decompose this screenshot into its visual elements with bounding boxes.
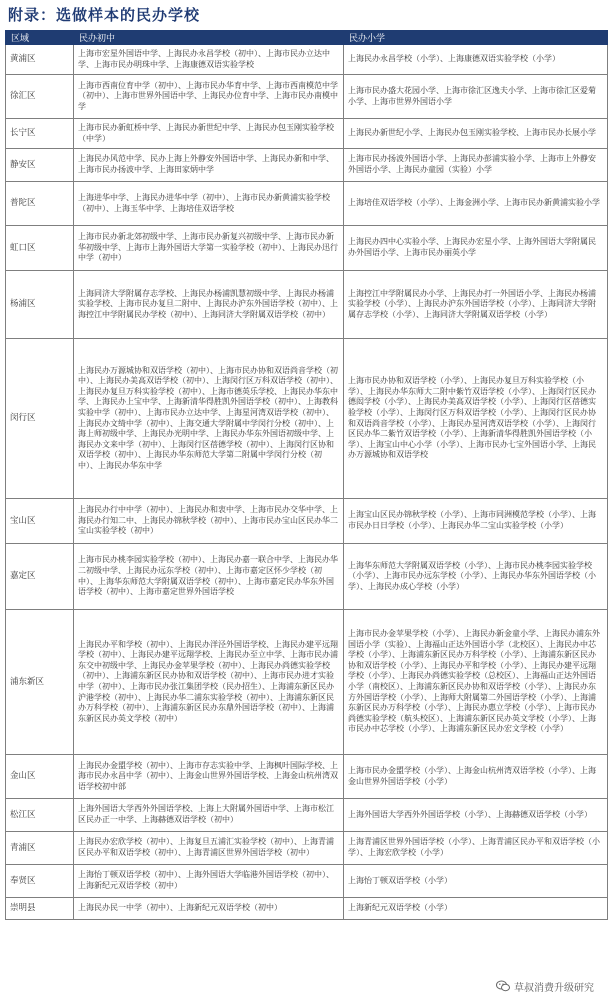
district-cell: 静安区 — [6, 149, 74, 182]
middle-schools-cell: 上海进华中学、上海民办进华中学（初中）、上海市民办新黄浦实验学校（初中）、上海玉华中学、上海培佳双语学校 — [74, 182, 344, 226]
table-row — [6, 799, 608, 832]
middle-schools-cell: 上海民办民一中学（初中）、上海新纪元双语学校（初中） — [74, 898, 344, 920]
table-row — [6, 610, 608, 755]
school-table — [5, 30, 608, 920]
table-header-row — [6, 31, 608, 45]
primary-schools-cell: 上海民办永昌学校（小学）、上海康德双语实验学校（小学） — [344, 45, 608, 75]
table-row — [6, 271, 608, 339]
middle-schools-cell: 上海外国语大学西外外国语学校、上海上大附属外国语中学、上海市松江区民办正一中学、上海赫德双语学校（初中） — [74, 799, 344, 832]
middle-schools-cell: 上海民办平和学校（初中）、上海民办洋泾外国语学校、上海民办建平远翔学校（初中）、上海民办建平远翔学校、上海民办至立中学、上海市民办浦东交中初级中学、上海民办金苹果学校（初中）、上海民办尚德实验学校（初中）、上海浦东新区民办协和双语学校（初中）、上海市民办进才实验中学（初中）、上海市民办张江集团学校（民办招生）、上海浦东新区民办沪港学校（初中）、上海民办华二浦东实验学校（初中）、上海浦东新区民办万科学校（初中）、上海浦东新区民办东鼎外国语学校（初中）、上海浦东新区民办英文学校（初中） — [74, 610, 344, 755]
table-row — [6, 865, 608, 898]
primary-schools-cell: 上海培佳双语学校（小学）、上海金洲小学、上海市民办新黄浦实验小学 — [344, 182, 608, 226]
table-row — [6, 75, 608, 119]
table-row — [6, 226, 608, 271]
primary-schools-cell: 上海市民办金苹果学校（小学）、上海民办新金童小学、上海民办浦东外国语小学（实验）、上海福山正达外国语小学（北校区）、上海民办中芯学校（小学）、上海浦东新区民办万科学校（小学）、上海浦东新区民办协和双语学校（小学）、上海民办平和学校（小学）、上海民办建平远翔学校（小学）、上海民办尚德实验学校（总校区）、上海福山正达外国语小学（南校区）、上海浦东新区民办协和双语学校（小学）、上海民办东方外国语学校（小学）、上海师大附属第二外国语学校（小学）、上海浦东新区民办万科学校（小学）、上海民办惠立学校（小学）、上海市民办尚德实验学校（航头校区）、上海浦东新区民办英文学校（小学）、上海市民办中芯学校（小学）、上海浦东新区民办宏文学校（小学） — [344, 610, 608, 755]
table-row — [6, 544, 608, 610]
district-cell: 松江区 — [6, 799, 74, 832]
middle-schools-cell: 上海民办行中中学（初中）、上海民办和衷中学、上海市民办交华中学、上海民办行知二中、上海民办锦秋学校（初中）、上海市民办宝山区民办华二宝山实验学校（初中） — [74, 499, 344, 544]
header-district: 区域 — [6, 31, 74, 45]
middle-schools-cell: 上海民办风范中学、民办上海上外静安外国语中学、上海民办新和中学、上海市民办扬波中学、上海田家炳中学 — [74, 149, 344, 182]
table-row — [6, 339, 608, 499]
district-cell: 普陀区 — [6, 182, 74, 226]
district-cell: 青浦区 — [6, 832, 74, 865]
primary-schools-cell: 上海新纪元双语学校（小学） — [344, 898, 608, 920]
watermark — [496, 978, 594, 994]
middle-schools-cell: 上海同济大学附属存志学校、上海民办杨浦凯慧初级中学、上海民办杨浦实验学校、上海市民办复旦二附中、上海民办沪东外国语学校（初中）、上海控江中学附属民办学校（初中）、上海同济大学附属双语学校（初中） — [74, 271, 344, 339]
district-cell: 虹口区 — [6, 226, 74, 271]
watermark-text: 草叔消费升级研究 — [514, 982, 594, 994]
district-cell: 奉贤区 — [6, 865, 74, 898]
primary-schools-cell: 上海外国语大学西外外国语学校（小学）、上海赫德双语学校（小学） — [344, 799, 608, 832]
table-row — [6, 182, 608, 226]
primary-schools-cell: 上海民办新世纪小学、上海民办包玉刚实验学校、上海市民办长展小学 — [344, 119, 608, 149]
table-row — [6, 45, 608, 75]
middle-schools-cell: 上海市西南位育中学（初中）、上海市民办华育中学、上海市西南模范中学（初中）、上海市世界外国语中学、上海民办位育中学、上海市民办南模中学 — [74, 75, 344, 119]
table-row — [6, 119, 608, 149]
primary-schools-cell: 上海怡丁顿双语学校（小学） — [344, 865, 608, 898]
primary-schools-cell: 上海市民办协和双语学校（小学）、上海民办复旦万科实验学校（小学）、上海民办华东师大二附中紫竹双语学校（小学）、上海闵行区民办德闳学校（小学）、上海民办美高双语学校（小学）、上海闵行区蓓德实验学校（小学）、上海闵行区万科双语学校（小学）、上海闵行区民办协和双语尚音学校（小学）、上海民办星河湾双语学校（小学）、上海闵行区民办华二紫竹双语学校（小学）、上海新清华得胜凯外国语学校（小学）、上海宝山中心小学（小学）、上海市民办七宝外国语小学、上海民办万源城协和双语学校 — [344, 339, 608, 499]
district-cell: 崇明县 — [6, 898, 74, 920]
primary-schools-cell: 上海民办四中心实验小学、上海民办宏星小学、上海外国语大学附属民办外国语小学、上海市民办丽英小学 — [344, 226, 608, 271]
middle-schools-cell: 上海市民办桃李园实验学校（初中）、上海民办嘉一联合中学、上海民办华二初级中学、上海民办远东学校（初中）、上海市嘉定区怀少学校（初中）、上海华东师范大学附属双语学校（初中）、上海市嘉定民办华东外国语学校（初中）、上海市嘉定世界外国语学校 — [74, 544, 344, 610]
wechat-icon — [496, 980, 510, 992]
table-row — [6, 149, 608, 182]
district-cell: 金山区 — [6, 755, 74, 799]
primary-schools-cell: 上海控江中学附属民办小学、上海民办打一外国语小学、上海民办杨浦实验学校（小学）、上海民办沪东外国语学校（小学）、上海同济大学附属存志学校（小学）、上海同济大学附属双语学校（小学） — [344, 271, 608, 339]
table-row — [6, 832, 608, 865]
district-cell: 宝山区 — [6, 499, 74, 544]
district-cell: 浦东新区 — [6, 610, 74, 755]
district-cell: 杨浦区 — [6, 271, 74, 339]
district-cell: 徐汇区 — [6, 75, 74, 119]
header-middle-schools: 民办初中 — [74, 31, 344, 45]
middle-schools-cell: 上海民办万源城协和双语学校（初中）、上海市民办协和双语尚音学校（初中）、上海民办美高双语学校（初中）、上海闵行区万科双语学校（初中）、上海民办复旦万科实验学校（初中）、上海市德英乐学校、上海民办华东中学、上海民办上宝中学、上海新清华得胜凯外国语学校（初中）、上海教科实验中学（初中）、上海市民办立达中学、上海星河湾双语学校（初中）、上海民办文绮中学（初中）、上海交通大学附属中学闵行分校（初中）、上海上师初级中学、上海民办光明中学、上海民办华东外国语初级中学、上海民办文来中学（初中）、上海闵行区蓓德学校（初中）、上海闵行区协和双语学校（初中）、上海民办华东师范大学第二附属中学闵行分校（初中）、上海民办华东中学 — [74, 339, 344, 499]
primary-schools-cell: 上海青浦区世界外国语学校（小学）、上海青浦区民办平和双语学校（小学）、上海宏欣学校（小学） — [344, 832, 608, 865]
middle-schools-cell: 上海民办金盟学校（初中）、上海市存志实验中学、上海枫叶国际学校、上海市民办永昌中学（初中）、上海金山世界外国语学校、上海金山杭州湾双语学校初中部 — [74, 755, 344, 799]
district-cell: 黄浦区 — [6, 45, 74, 75]
primary-schools-cell: 上海华东师范大学附属双语学校（小学）、上海市民办桃李园实验学校（小学）、上海市民办远东学校（小学）、上海民办华东外国语学校（小学）、上海民办成心学校（小学） — [344, 544, 608, 610]
table-row — [6, 898, 608, 920]
middle-schools-cell: 上海市民办新虹桥中学、上海民办新世纪中学、上海民办包玉刚实验学校（中学） — [74, 119, 344, 149]
page-title: 附录：选做样本的民办学校 — [8, 6, 201, 24]
middle-schools-cell: 上海市民办新北郊初级中学、上海市民办新复兴初级中学、上海市民办新华初级中学、上海市上海外国语大学第一实验学校（初中）、上海民办迅行中学（初中） — [74, 226, 344, 271]
primary-schools-cell: 上海宝山区民办锦秋学校（小学）、上海市同洲模范学校（小学）、上海市民办日日学校（小学）、上海民办华二宝山实验学校（小学） — [344, 499, 608, 544]
middle-schools-cell: 上海怡丁顿双语学校（初中）、上海外国语大学临港外国语学校（初中）、上海新纪元双语学校（初中） — [74, 865, 344, 898]
district-cell: 闵行区 — [6, 339, 74, 499]
table-row — [6, 499, 608, 544]
district-cell: 长宁区 — [6, 119, 74, 149]
header-primary-schools: 民办小学 — [344, 31, 608, 45]
district-cell: 嘉定区 — [6, 544, 74, 610]
middle-schools-cell: 上海市宏星外国语中学、上海民办永昌学校（初中）、上海市民办立达中学、上海市民办明珠中学、上海康德双语实验学校 — [74, 45, 344, 75]
primary-schools-cell: 上海市民办盛大花园小学、上海市徐汇区逸夫小学、上海市徐汇区爱菊小学、上海市世界外国语小学 — [344, 75, 608, 119]
table-row — [6, 755, 608, 799]
middle-schools-cell: 上海民办宏欣学校（初中）、上海复旦五浦汇实验学校（初中）、上海青浦区民办平和双语学校（初中）、上海青浦区世界外国语学校（初中） — [74, 832, 344, 865]
primary-schools-cell: 上海市民办扬波外国语小学、上海民办彭浦实验小学、上海市上外静安外国语小学、上海民办童园（实验）小学 — [344, 149, 608, 182]
primary-schools-cell: 上海市民办金盟学校（小学）、上海金山杭州湾双语学校（小学）、上海金山世界外国语学校（小学） — [344, 755, 608, 799]
